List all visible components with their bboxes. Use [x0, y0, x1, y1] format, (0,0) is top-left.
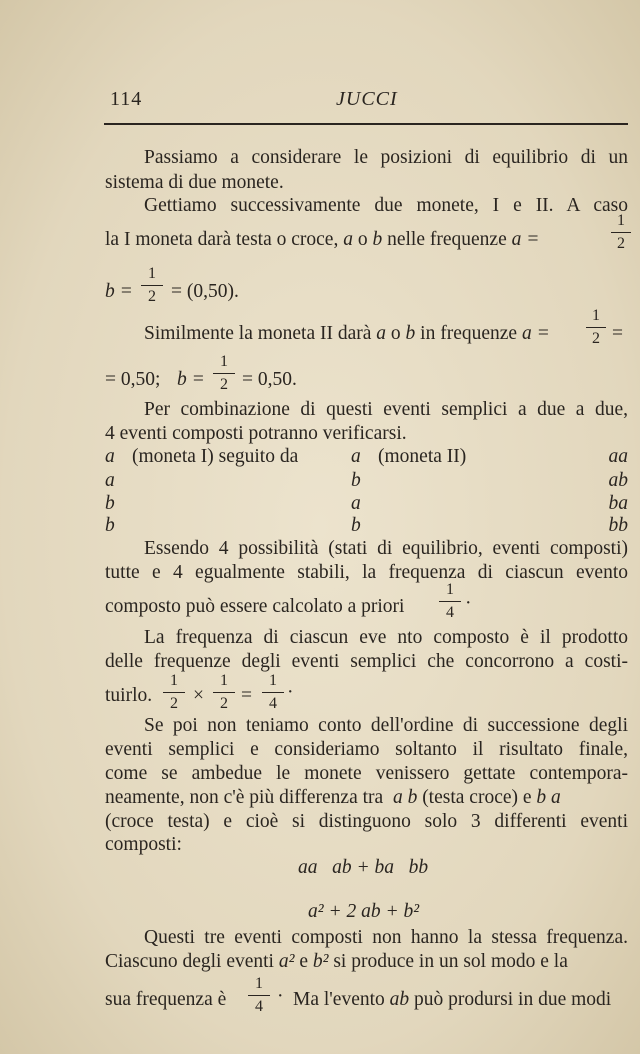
p7-line3: come se ambedue le monete venissero gettate contempora-	[105, 763, 628, 784]
fraction-one-half: 1 2	[213, 673, 235, 712]
p5-line3-end: ·	[465, 593, 472, 614]
p8-line3-dot: ·	[277, 986, 284, 1007]
p3-line2-post: = 0,50.	[242, 369, 297, 390]
p3-line2-pre: = 0,50;	[105, 369, 161, 390]
fraction-one-half: 1 2	[141, 266, 163, 305]
p1-line2: sistema di due monete.	[105, 172, 284, 193]
running-title: JUCCI	[336, 88, 398, 110]
p7-line1: Se poi non teniamo conto dell'ordine di successione degli	[144, 715, 628, 736]
table-row1-col3: ab	[608, 470, 628, 491]
p3-line2-b: b =	[177, 369, 205, 390]
table-row3-col1: b	[105, 515, 115, 536]
p4-line2: 4 eventi composti potranno verificarsi.	[105, 423, 407, 444]
p6-line1: La frequenza di ciascun eve nto composto è il prodotto	[144, 627, 628, 648]
p2-line2: la I moneta darà testa o croce, a o b nelle frequenze a =	[105, 229, 540, 250]
table-row1-col2: b	[351, 470, 361, 491]
p6-line3-end: ·	[287, 682, 294, 703]
p8-line3-pre: sua frequenza è	[105, 989, 227, 1010]
equals-sign: =	[241, 685, 252, 706]
p7-line4: neamente, non c'è più differenza tra a b (testa croce) e b a	[105, 787, 561, 808]
p6-line3: tuirlo.	[105, 685, 153, 706]
p6-line2: delle frequenze degli eventi semplici che concorrono a costi-	[105, 651, 628, 672]
fraction-one-half: 1 2	[611, 213, 631, 252]
table-row3-col3: bb	[608, 515, 628, 536]
p7-line6: composti:	[105, 834, 182, 855]
page-number: 114	[110, 88, 143, 110]
p2-line1: Gettiamo successivamente due monete, I e II. A caso	[144, 195, 628, 216]
p5-line3: composto può essere calcolato a priori	[105, 596, 405, 617]
table-row3-col2: b	[351, 515, 361, 536]
times-sign: ×	[193, 685, 204, 706]
p7-line5: (croce testa) e cioè si distinguono solo 3 differenti eventi	[105, 811, 628, 832]
table-row2-col2: a	[351, 493, 361, 514]
table-row0-col1: a	[105, 446, 115, 467]
p4-line1: Per combinazione di questi eventi semplici a due a due,	[144, 399, 628, 420]
table-row0-col3: aa	[608, 446, 628, 467]
p7-line2: eventi semplici e consideriamo soltanto il risultato finale,	[105, 739, 628, 760]
p2-line3-value: = (0,50).	[171, 281, 239, 302]
table-row2-col1: b	[105, 493, 115, 514]
p1-line1: Passiamo a considerare le posizioni di equilibrio di un	[144, 147, 628, 168]
fraction-one-quarter: 1 4	[248, 976, 270, 1015]
fraction-one-half: 1 2	[163, 673, 185, 712]
table-row0-col2-text: (moneta II)	[378, 446, 467, 467]
fraction-one-half: 1 2	[586, 308, 606, 347]
p3-line1-tail: =	[612, 323, 623, 344]
table-row0-col1-text: (moneta I) seguito da	[132, 446, 299, 467]
p3-line1: Similmente la moneta II darà a o b in frequenze a =	[144, 323, 550, 344]
table-row0-col2: a	[351, 446, 361, 467]
fraction-one-quarter: 1 4	[439, 582, 461, 621]
table-row2-col3: ba	[608, 493, 628, 514]
header-rule	[104, 123, 628, 125]
p8-line3-post: Ma l'evento ab può prodursi in due modi	[293, 989, 612, 1010]
formula-events: aa ab + ba bb	[298, 857, 429, 878]
p8-line2: Ciascuno degli eventi a² e b² si produce in un sol modo e la	[105, 951, 568, 972]
p2-line3-b: b =	[105, 281, 133, 302]
p8-line1: Questi tre eventi composti non hanno la stessa frequenza.	[144, 927, 628, 948]
p5-line1: Essendo 4 possibilità (stati di equilibrio, eventi composti)	[144, 538, 628, 559]
p5-line2: tutte e 4 egualmente stabili, la frequenza di ciascun evento	[105, 562, 628, 583]
table-row1-col1: a	[105, 470, 115, 491]
fraction-one-half: 1 2	[213, 354, 235, 393]
fraction-one-quarter: 1 4	[262, 673, 284, 712]
formula-binomial: a² + 2 ab + b²	[308, 901, 420, 922]
